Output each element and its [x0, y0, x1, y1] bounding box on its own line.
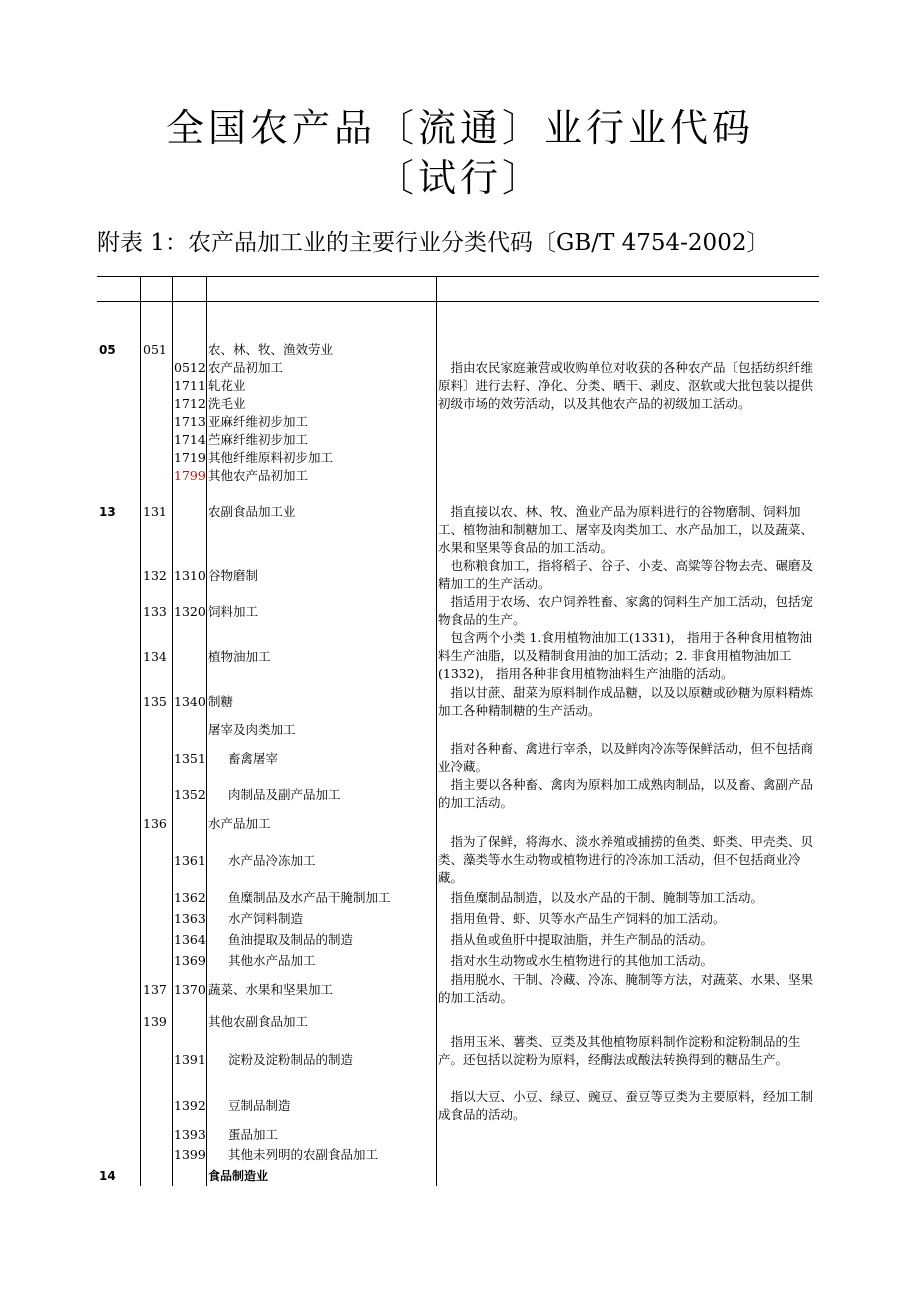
column-divider [140, 276, 141, 1186]
category-name: 农产品初加工 [208, 360, 284, 375]
class-code: 1369 [174, 953, 206, 968]
section-code: 13 [99, 505, 116, 519]
category-name: 其他纤维原料初步加工 [208, 450, 334, 465]
category-name: 鱼油提取及制品的制造 [228, 932, 354, 947]
category-description: 指以大豆、小豆、绿豆、豌豆、蚕豆等豆类为主要原料，经加工制成食品的活动。 [438, 1089, 814, 1122]
category-description: 指用鱼骨、虾、贝等水产品生产饲料的加工活动。 [450, 911, 726, 926]
category-name: 水产品冷冻加工 [228, 853, 316, 868]
category-description: 指对各种畜、禽进行宰杀，以及鲜肉冷冻等保鲜活动，但不包括商业冷藏。 [438, 741, 814, 774]
category-description: 指从鱼或鱼肝中提取油脂，并生产制品的活动。 [450, 932, 714, 947]
class-code: 1310 [174, 568, 206, 583]
major-code: 132 [143, 568, 167, 583]
category-description: 指用玉米、薯类、豆类及其他植物原料制作淀粉和淀粉制品的生产。还包括以淀粉为原料，经酶法或酸法转换得到的糖品生产。 [438, 1034, 801, 1067]
category-name: 轧花业 [208, 378, 246, 393]
category-name: 蛋品加工 [228, 1127, 279, 1142]
class-code: 1719 [174, 450, 206, 465]
category-name: 制糖 [208, 694, 234, 709]
category-description: 指由农民家庭兼营或收购单位对收获的各种农产品〔包括纺织纤维原料〕进行去籽、净化、分类、晒干、剥皮、沤软或大批包装以提供初级市场的效劳活动，以及其他农产品的初级加工活动。 [438, 360, 814, 411]
category-name: 其他未列明的农副食品加工 [228, 1147, 379, 1162]
class-code-highlighted: 1799 [174, 468, 206, 483]
major-code: 135 [143, 694, 167, 709]
class-code: 0512 [174, 360, 206, 375]
category-description: 指适用于农场、农户饲养牲畜、家禽的饲料生产加工活动，包括宠物食品的生产。 [438, 594, 814, 627]
section-code: 05 [99, 343, 116, 357]
category-name: 肉制品及副产品加工 [228, 787, 341, 802]
category-name: 鱼糜制品及水产品干腌制加工 [228, 890, 391, 905]
class-code: 1361 [174, 853, 206, 868]
category-description: 指鱼糜制品制造，以及水产品的干制、腌制等加工活动。 [450, 890, 764, 905]
category-name: 洗毛业 [208, 396, 246, 411]
category-name: 淀粉及淀粉制品的制造 [228, 1052, 354, 1067]
category-name: 其他水产品加工 [228, 953, 316, 968]
category-name: 水产饲料制造 [228, 911, 304, 926]
category-description: 指为了保鲜，将海水、淡水养殖或捕捞的鱼类、虾类、甲壳类、贝类、藻类等水生动物或植物进行的冷冻加工活动，但不包括商业冷藏。 [438, 834, 814, 885]
major-code: 131 [143, 504, 167, 519]
category-description: 指以甘蔗、甜菜为原料制作成品糖，以及以原糖或砂糖为原料精炼加工各种精制糖的生产活动。 [438, 685, 814, 718]
class-code: 1340 [174, 694, 206, 709]
category-name: 食品制造业 [208, 1169, 269, 1183]
category-name: 农副食品加工业 [208, 504, 296, 519]
category-name: 其他农副食品加工 [208, 1014, 309, 1029]
class-code: 1391 [174, 1052, 206, 1067]
major-code: 051 [143, 342, 167, 357]
class-code: 1362 [174, 890, 206, 905]
class-code: 1711 [174, 378, 206, 393]
category-name: 蔬菜、水果和坚果加工 [208, 982, 334, 997]
major-code: 139 [143, 1014, 167, 1029]
category-name: 植物油加工 [208, 649, 271, 664]
category-description: 指直接以农、林、牧、渔业产品为原料进行的谷物磨制、饲料加工、植物油和制糖加工、屠宰及肉类加工、水产品加工，以及蔬菜、水果和坚果等食品的加工活动。 [438, 504, 814, 555]
major-code: 134 [143, 649, 167, 664]
category-name: 豆制品制造 [228, 1098, 291, 1113]
category-name: 畜禽屠宰 [228, 751, 279, 766]
category-name: 其他农产品初加工 [208, 468, 309, 483]
class-code: 1393 [174, 1127, 206, 1142]
page-title-note: 〔试行〕 [375, 156, 544, 200]
category-name: 农、林、牧、渔效劳业 [208, 342, 334, 357]
category-description: 指用脱水、干制、冷藏、冷冻、腌制等方法，对蔬菜、水果、坚果的加工活动。 [438, 972, 814, 1005]
class-code: 1714 [174, 432, 206, 447]
class-code: 1364 [174, 932, 206, 947]
major-code: 137 [143, 982, 167, 997]
category-name: 饲料加工 [208, 604, 259, 619]
column-divider [206, 276, 207, 1186]
category-description: 包含两个小类 1.食用植物油加工(1331)， 指用于各种食用植物油料生产油脂，以及精制食用油的加工活动；2. 非食用植物油加工(1332)， 指用各种非食用植物油料生产油脂的活动。 [438, 630, 812, 681]
category-name: 水产品加工 [208, 816, 271, 831]
page-title: 全国农产品〔流通〕业行业代码 [165, 106, 754, 150]
column-divider [172, 276, 173, 1186]
class-code: 1392 [174, 1098, 206, 1113]
class-code: 1712 [174, 396, 206, 411]
section-code: 14 [99, 1169, 116, 1183]
category-description: 也称粮食加工，指将稻子、谷子、小麦、高粱等谷物去壳、碾磨及精加工的生产活动。 [438, 558, 814, 591]
category-name: 屠宰及肉类加工 [208, 722, 296, 737]
category-description: 指对水生动物或水生植物进行的其他加工活动。 [450, 953, 714, 968]
column-divider [436, 276, 437, 1186]
category-description: 指主要以各种畜、禽肉为原料加工成熟肉制品，以及畜、禽副产品的加工活动。 [438, 777, 814, 810]
class-code: 1713 [174, 414, 206, 429]
class-code: 1352 [174, 787, 206, 802]
category-name: 亚麻纤维初步加工 [208, 414, 309, 429]
class-code: 1351 [174, 751, 206, 766]
class-code: 1399 [174, 1147, 206, 1162]
class-code: 1363 [174, 911, 206, 926]
major-code: 133 [143, 604, 167, 619]
major-code: 136 [143, 816, 167, 831]
class-code: 1370 [174, 982, 206, 997]
class-code: 1320 [174, 604, 206, 619]
category-name: 苎麻纤维初步加工 [208, 432, 309, 447]
category-name: 谷物磨制 [208, 568, 259, 583]
table-caption: 附表 1：农产品加工业的主要行业分类代码〔GB/T 4754-2002〕 [97, 230, 770, 256]
